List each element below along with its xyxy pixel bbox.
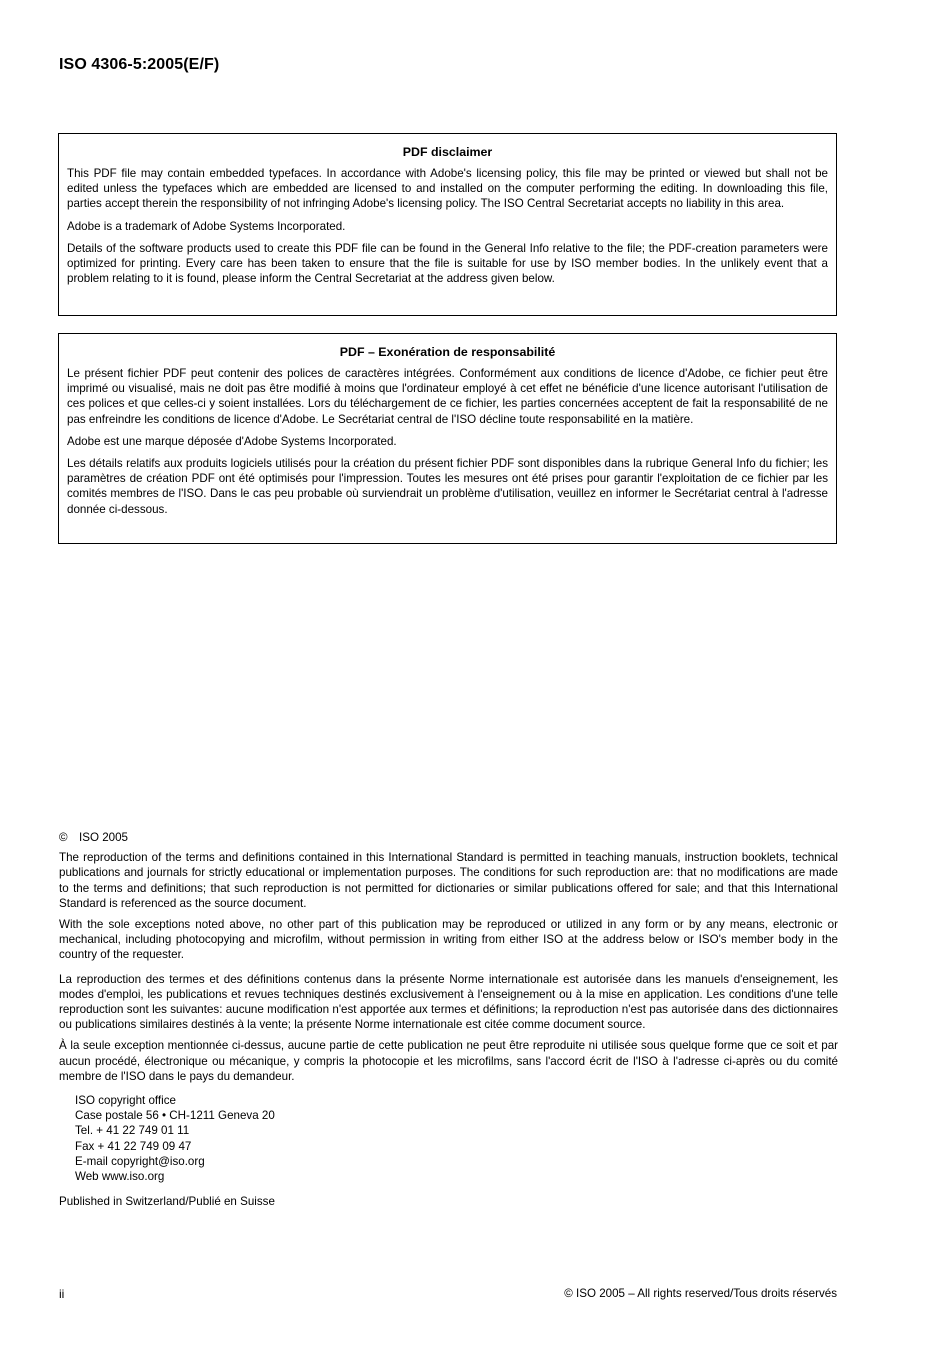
address-postal: Case postale 56 • CH-1211 Geneva 20 [75,1109,275,1123]
pdf-disclaimer-paragraph: Details of the software products used to create this PDF file can be found in the General Info relative to the file; the PDF-creation parameters were optimized for printing. Every care has been taken to ensure that the file is suitable for use by ISO member bodies. In the unlikely event that a problem relating to it is found, please inform the Central Secretariat at the address given below. [67,241,828,286]
copyright-office-address [75,1093,838,1184]
footer-rights: © ISO 2005 – All rights reserved/Tous droits réservés [564,1287,837,1300]
address-web[interactable]: Web www.iso.org [75,1170,165,1184]
copyright-paragraph-en: The reproduction of the terms and definitions contained in this International Standard is permitted in teaching manuals, instruction booklets, technical publications and journals for strictly educational or implementation purposes. The conditions for such reproduction are: that no modifications are made to the terms and definitions; that such reproduction is not permitted for dictionaries or similar publications offered for sale; and that this International Standard is referenced as the source document. [59,851,838,910]
pdf-disclaimer-box [58,133,837,316]
address-email[interactable]: E-mail copyright@iso.org [75,1154,205,1168]
published-in: Published in Switzerland/Publié en Suisse [59,1195,275,1209]
address-tel: Tel. + 41 22 749 01 11 [75,1124,190,1138]
document-title: ISO 4306-5:2005(E/F) [59,56,220,73]
copyright-section [59,830,838,1215]
pdf-disclaimer-fr-paragraph: Les détails relatifs aux produits logiciels utilisés pour la création du présent fichier PDF sont disponibles dans la rubrique General Info du fichier; les paramètres de création PDF ont été optimisés pour l'impression. Toutes les mesures ont été prises pour garantir l'exploitation de ce fichier par les comités membres de l'ISO. Dans le cas peu probable où surviendrait un problème d'utilisation, veuillez en informer le Secrétariat central à l'adresse donnée ci-dessous. [67,457,828,516]
pdf-disclaimer-fr-paragraph: Le présent fichier PDF peut contenir des polices de caractères intégrées. Conformément aux conditions de licence d'Adobe, ce fichier peut être imprimé ou visualisé, mais ne doit pas être modifié à moins que l'ordinateur employé à cet effet ne bénéficie d'une licence autorisant l'utilisation de ces polices et que celles-ci y soient installées. Lors du téléchargement de ce fichier, les parties concernées acceptent de fait la responsabilité de ne pas enfreindre les conditions de licence d'Adobe. Le Secrétariat central de l'ISO décline toute responsabilité en la matière. [67,367,828,426]
copyright-year-line [59,830,838,845]
pdf-disclaimer-title: PDF disclaimer [402,145,493,159]
page-number: ii [59,1287,65,1301]
address-office: ISO copyright office [75,1094,176,1108]
copyright-symbol: © [59,831,68,844]
address-fax: Fax + 41 22 749 09 47 [75,1139,192,1153]
copyright-paragraph-en: With the sole exceptions noted above, no other part of this publication may be reproduced or utilized in any form or by any means, electronic or mechanical, including photocopying and microfilm, without permission in writing from either ISO at the address below or ISO's member body in the country of the requester. [59,918,838,962]
pdf-disclaimer-paragraph: This PDF file may contain embedded typefaces. In accordance with Adobe's licensing policy, this file may be printed or viewed but shall not be edited unless the typefaces which are embedded are licensed to and installed on the computer performing the editing. In downloading this file, parties accept therein the responsibility of not infringing Adobe's licensing policy. The ISO Central Secretariat accepts no liability in this area. [67,167,828,211]
pdf-disclaimer-fr-box [58,333,837,544]
copyright-paragraph-fr: À la seule exception mentionnée ci-dessus, aucune partie de cette publication ne peut être reproduite ni utilisée sous quelque forme que ce soit et par aucun procédé, électronique ou mécanique, y compris la photocopie et les microfilms, sans l'accord écrit de l'ISO à l'adresse ci-après ou du comité membre de l'ISO dans le pays du demandeur. [59,1039,838,1083]
pdf-disclaimer-fr-paragraph: Adobe est une marque déposée d'Adobe Systems Incorporated. [67,434,397,448]
pdf-disclaimer-paragraph: Adobe is a trademark of Adobe Systems Incorporated. [67,219,346,233]
pdf-disclaimer-fr-title: PDF – Exonération de responsabilité [339,345,556,359]
copyright-paragraph-fr: La reproduction des termes et des définitions contenus dans la présente Norme internationale est autorisée dans les manuels d'enseignement, les modes d'emploi, les publications et revues techniques destinés exclusivement à l'enseignement ou à la mise en application. Les conditions d'une telle reproduction sont les suivantes: aucune modification n'est apportée aux termes et définitions; la reproduction n'est pas autorisée dans des dictionnaires ou publications similaires destinés à la vente; la présente Norme internationale est citée comme document source. [59,972,838,1032]
copyright-year: ISO 2005 [79,831,128,844]
